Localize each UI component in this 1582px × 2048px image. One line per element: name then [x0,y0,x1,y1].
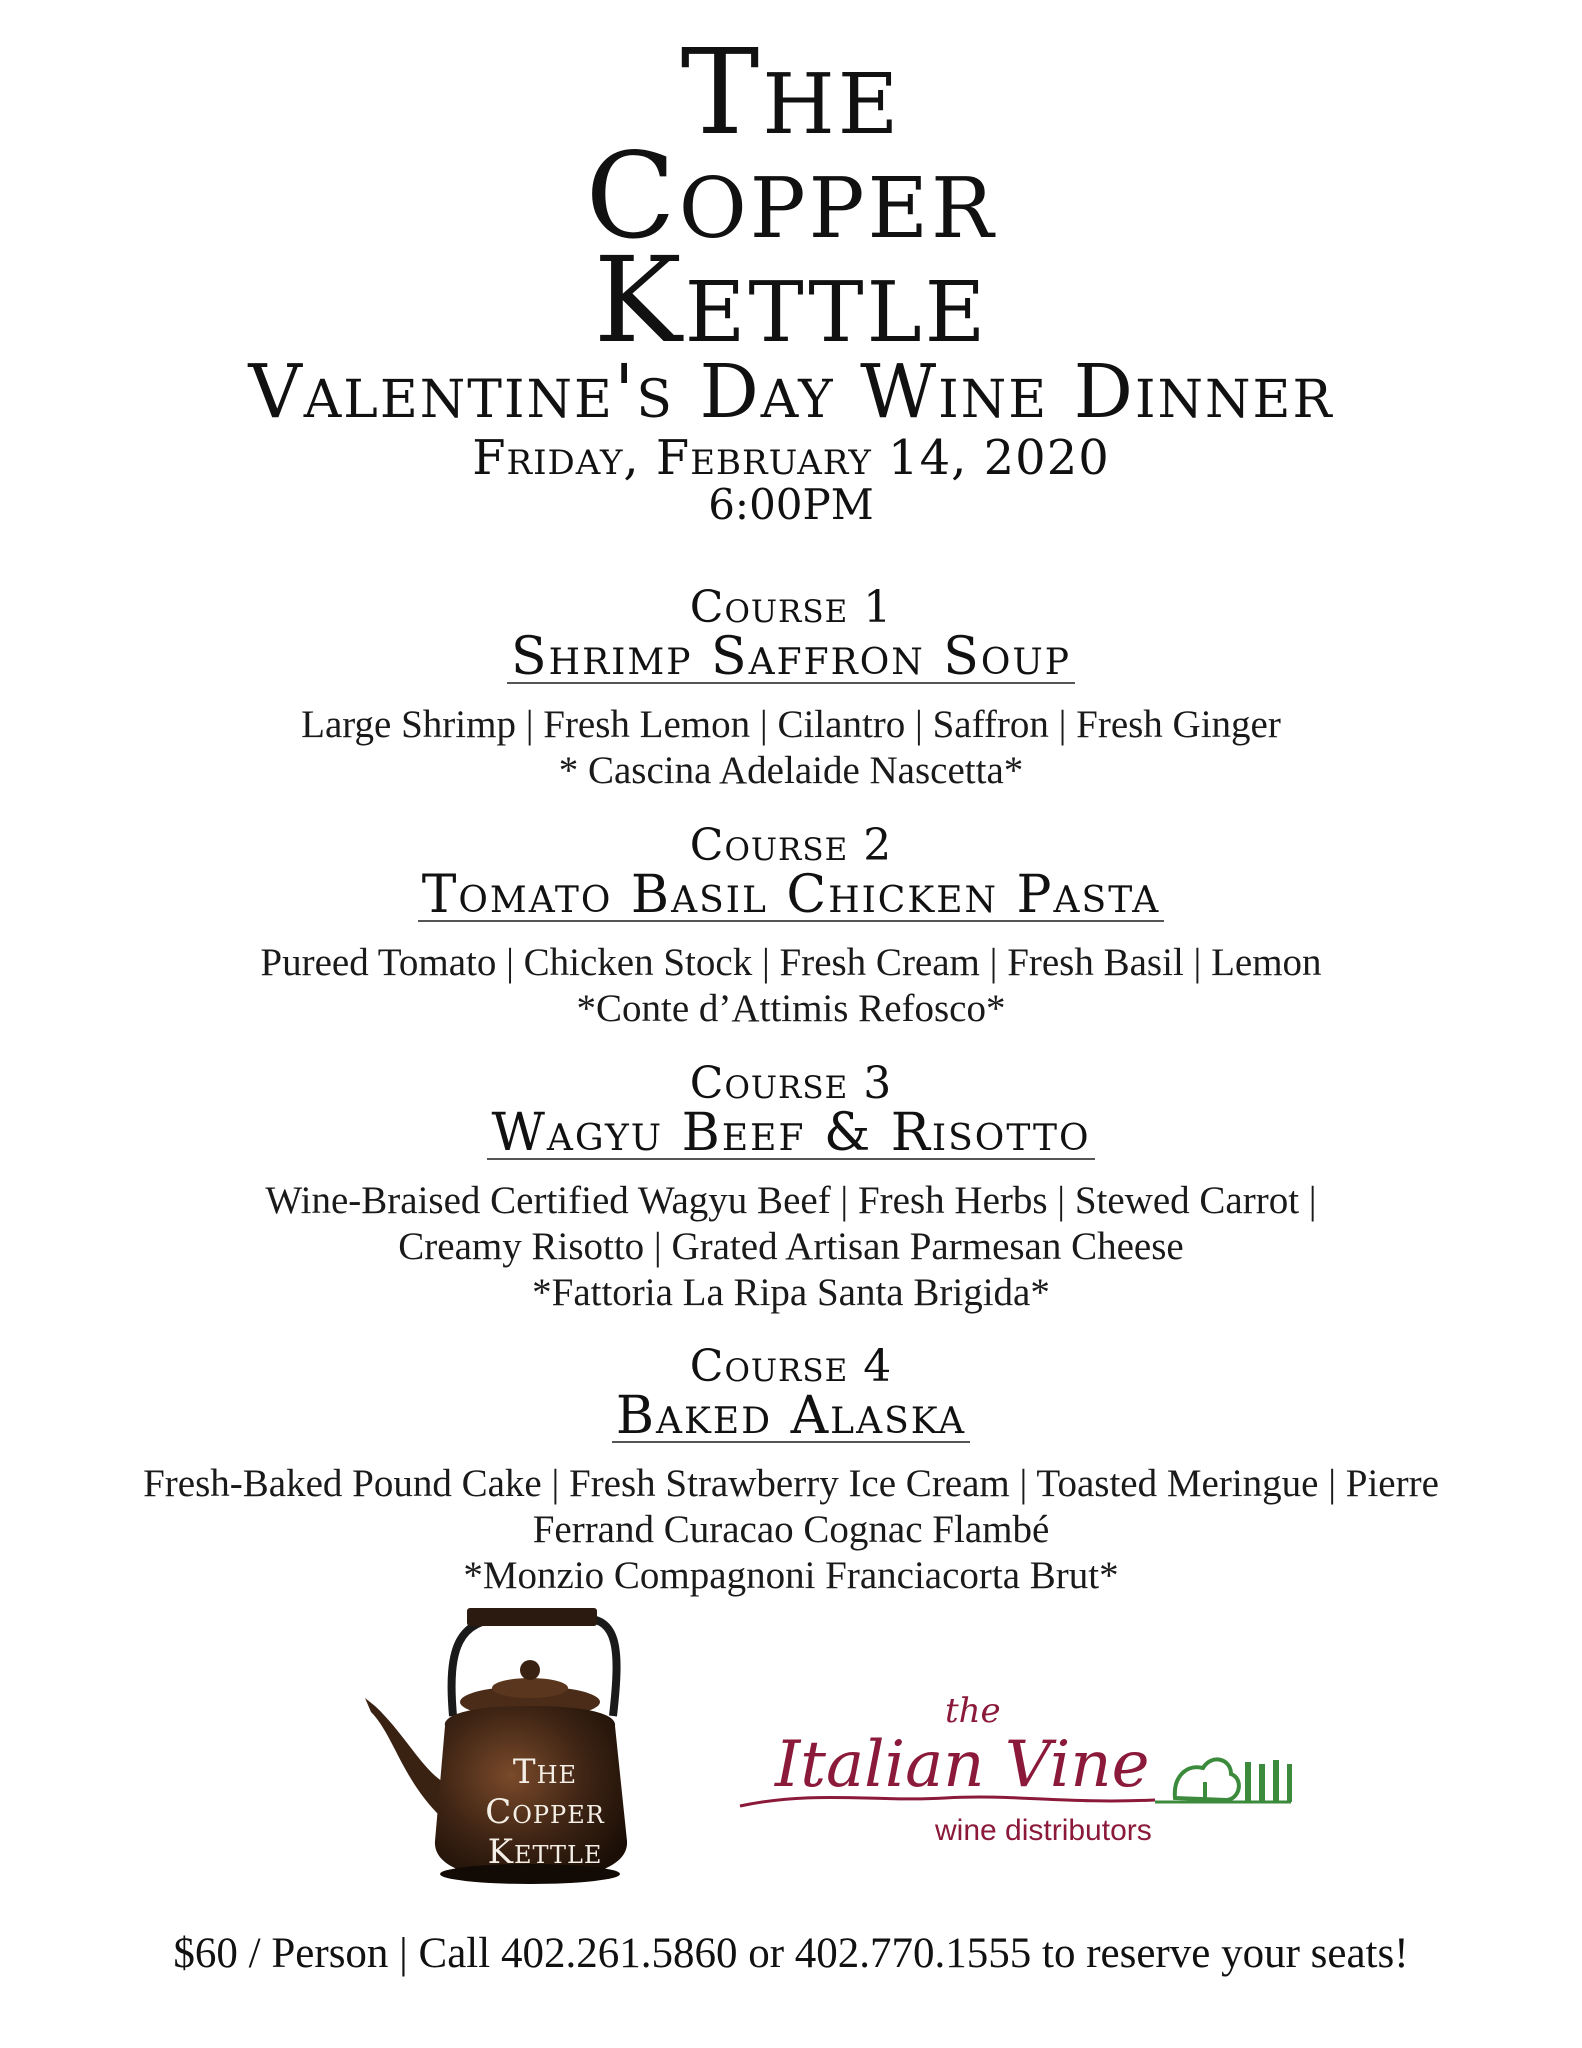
course-dish: Tomato Basil Chicken Pasta [418,870,1165,922]
course-dish: Wagyu Beef & Risotto [487,1108,1094,1160]
kettle-logo-line: Kettle [487,1832,603,1872]
kettle-logo-line: Copper [485,1792,605,1832]
event-title: Valentine's Day Wine Dinner [248,349,1334,435]
course-ingredients: Fresh-Baked Pound Cake | Fresh Strawberry Ice Cream | Toasted Meringue | Pierre [143,1462,1439,1505]
kettle-logo-text [470,1752,620,1872]
course-3 [0,1060,1582,1316]
course-1 [0,584,1582,794]
course-ingredients: Large Shrimp | Fresh Lemon | Cilantro | Saffron | Fresh Ginger [301,703,1281,746]
course-ingredients: Pureed Tomato | Chicken Stock | Fresh Cream | Fresh Basil | Lemon [260,941,1322,984]
event-time: 6:00PM [708,480,874,529]
course-dish: Shrimp Saffron Soup [507,632,1075,684]
course-dish: Baked Alaska [612,1391,970,1443]
course-label: Course 1 [689,582,893,633]
event-date: Friday, February 14, 2020 [472,430,1110,486]
course-wine: *Conte d’Attimis Refosco* [576,987,1006,1030]
vine-logo-the: the [945,1691,1001,1731]
course-4 [0,1343,1582,1599]
course-wine: * Cascina Adelaide Nascetta* [558,749,1024,792]
course-ingredients: Wine-Braised Certified Wagyu Beef | Fresh Herbs | Stewed Carrot | [265,1179,1317,1222]
italian-vine-logo [735,1680,1295,1860]
title-line-1: The [680,23,902,161]
title-line-3: Kettle [593,231,989,369]
course-wine: *Monzio Compagnoni Franciacorta Brut* [463,1554,1119,1597]
course-wine: *Fattoria La Ripa Santa Brigida* [532,1271,1050,1314]
course-label: Course 2 [689,820,893,871]
course-label: Course 3 [689,1058,893,1109]
reservation-footer: $60 / Person | Call 402.261.5860 or 402.770.1555 to reserve your seats! [173,1930,1409,1977]
course-ingredients: Ferrand Curacao Cognac Flambé [532,1508,1050,1551]
vineyard-icon [1155,1759,1292,1802]
course-ingredients: Creamy Risotto | Grated Artisan Parmesan Cheese [398,1225,1184,1268]
vine-logo-name: Italian Vine [775,1728,1150,1802]
restaurant-title [0,23,1582,369]
vine-logo-tagline: wine distributors [935,1814,1152,1847]
title-line-2: Copper [585,127,997,265]
course-label: Course 4 [689,1341,893,1392]
course-2 [0,822,1582,1032]
kettle-logo-line: The [512,1752,578,1792]
